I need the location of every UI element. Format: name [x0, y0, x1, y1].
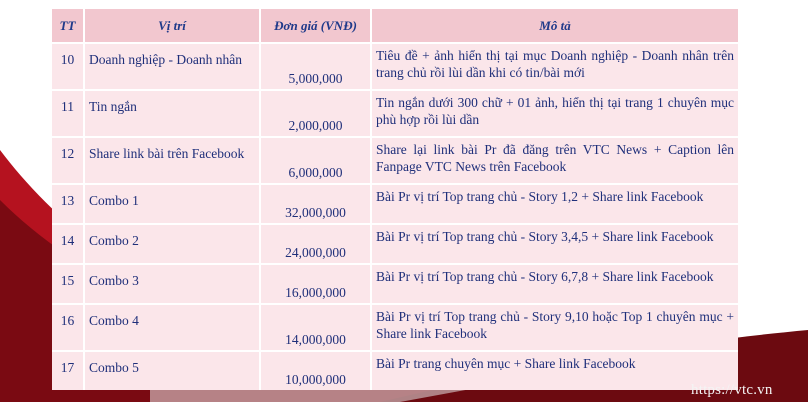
cell-price: 10,000,000 [261, 350, 372, 390]
cell-tt: 15 [52, 263, 85, 303]
cell-position: Tin ngắn [85, 89, 261, 136]
cell-price: 14,000,000 [261, 303, 372, 350]
table-row [52, 303, 738, 350]
table-row [52, 263, 738, 303]
cell-description: Bài Pr vị trí Top trang chủ - Story 9,10 hoặc Top 1 chuyên mục + Share link Facebook [372, 303, 738, 350]
cell-price: 6,000,000 [261, 136, 372, 183]
cell-position: Doanh nghiệp - Doanh nhân [85, 42, 261, 89]
cell-tt: 14 [52, 223, 85, 263]
table-row [52, 89, 738, 136]
table-row [52, 183, 738, 223]
cell-price: 5,000,000 [261, 42, 372, 89]
footer-url[interactable]: https://vtc.vn [691, 382, 773, 398]
header-description: Mô tả [372, 9, 738, 42]
cell-position: Combo 3 [85, 263, 261, 303]
header-tt: TT [52, 9, 85, 42]
cell-description: Bài Pr trang chuyên mục + Share link Facebook [372, 350, 738, 390]
cell-description: Bài Pr vị trí Top trang chủ - Story 1,2 + Share link Facebook [372, 183, 738, 223]
table-row [52, 350, 738, 390]
cell-position: Combo 2 [85, 223, 261, 263]
cell-price: 24,000,000 [261, 223, 372, 263]
cell-position: Combo 5 [85, 350, 261, 390]
cell-description: Tin ngắn dưới 300 chữ + 01 ảnh, hiển thị tại trang 1 chuyên mục phù hợp rồi lùi dần [372, 89, 738, 136]
cell-description: Bài Pr vị trí Top trang chủ - Story 6,7,8 + Share link Facebook [372, 263, 738, 303]
header-price: Đơn giá (VNĐ) [261, 9, 372, 42]
cell-position: Combo 1 [85, 183, 261, 223]
cell-tt: 10 [52, 42, 85, 89]
table-row [52, 223, 738, 263]
price-table [52, 9, 738, 390]
cell-tt: 13 [52, 183, 85, 223]
table-row [52, 42, 738, 89]
table-row [52, 136, 738, 183]
cell-tt: 17 [52, 350, 85, 390]
cell-price: 32,000,000 [261, 183, 372, 223]
cell-position: Combo 4 [85, 303, 261, 350]
cell-tt: 16 [52, 303, 85, 350]
cell-price: 16,000,000 [261, 263, 372, 303]
cell-tt: 11 [52, 89, 85, 136]
table-header-row [52, 9, 738, 42]
cell-tt: 12 [52, 136, 85, 183]
header-position: Vị trí [85, 9, 261, 42]
cell-description: Share lại link bài Pr đã đăng trên VTC News + Caption lên Fanpage VTC News trên Facebook [372, 136, 738, 183]
cell-description: Tiêu đề + ảnh hiển thị tại mục Doanh nghiệp - Doanh nhân trên trang chủ rồi lùi dần khi có tin/bài mới [372, 42, 738, 89]
cell-position: Share link bài trên Facebook [85, 136, 261, 183]
cell-description: Bài Pr vị trí Top trang chủ - Story 3,4,5 + Share link Facebook [372, 223, 738, 263]
cell-price: 2,000,000 [261, 89, 372, 136]
